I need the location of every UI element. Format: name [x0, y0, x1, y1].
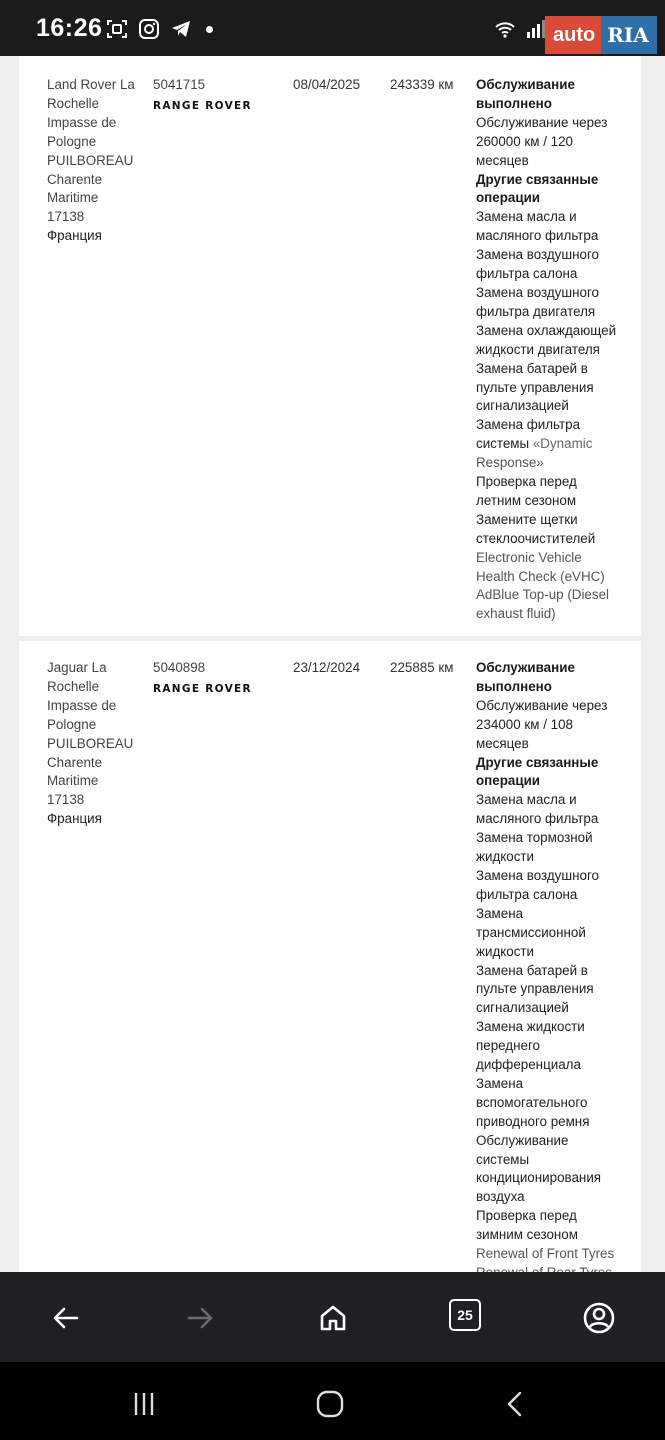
tabs-counter-button[interactable]: 25: [449, 1299, 481, 1331]
service-date: 08/04/2025: [293, 77, 361, 92]
screenshot-icon: [106, 18, 128, 40]
brand-logo: RANGE ROVER: [153, 99, 252, 112]
service-history-page: [0, 56, 665, 1272]
brand-logo: RANGE ROVER: [153, 682, 252, 695]
system-status-icons: [494, 18, 546, 40]
home-circle-icon[interactable]: [308, 1382, 352, 1426]
signal-icon: [524, 18, 546, 40]
dealer-country: Франция: [47, 811, 102, 827]
browser-toolbar: [0, 1272, 665, 1362]
status-time: 16:26: [36, 14, 103, 42]
dealer-address: Jaguar La Rochelle Impasse de Pologne PUILBOREAU Charente Maritime 17138 Франция: [47, 659, 147, 829]
mileage: 243339 км: [390, 77, 454, 92]
autoria-watermark: auto RIA: [545, 16, 657, 54]
instagram-icon: [138, 18, 160, 40]
telegram-icon: [170, 18, 192, 40]
forward-arrow-icon[interactable]: [180, 1298, 220, 1338]
dot-icon: [206, 26, 213, 33]
wifi-icon: [494, 18, 516, 40]
back-chevron-icon[interactable]: [494, 1382, 538, 1426]
dealer-country: Франция: [47, 228, 102, 244]
service-number: 5041715: [153, 77, 206, 92]
back-arrow-icon[interactable]: [46, 1298, 86, 1338]
service-record: [19, 641, 641, 1301]
service-number: 5040898: [153, 660, 206, 675]
vehicle-info: [153, 659, 283, 699]
dealer-address: Land Rover La Rochelle Impasse de Pologne PUILBOREAU Charente Maritime 17138 Франция: [47, 76, 147, 246]
vehicle-info: [153, 76, 283, 116]
system-navigation-bar: [0, 1362, 665, 1440]
service-record: [19, 56, 641, 636]
operations-list: Обслуживание выполнено Обслуживание через 234000 км / 108 месяцев Другие связанные операции Замена масла и масляного фильтра Замена тормозной жидкости Замена воздушного фильтра салона Замена трансмиссионной жидкости Замена батарей в пульте управления сигнализацией Замена жидкости переднего дифференциала Замена вспомогательного приводного ремня Обслуживание системы кондиционирования воздуха Проверка перед зимним сезоном Renewal of Front Tyres: [476, 660, 615, 1262]
mileage: 225885 км: [390, 660, 454, 675]
recent-apps-icon[interactable]: [122, 1382, 166, 1426]
home-icon[interactable]: [313, 1298, 353, 1338]
service-date: 23/12/2024: [293, 660, 361, 675]
account-icon[interactable]: [579, 1298, 619, 1338]
status-bar: [0, 0, 665, 56]
notification-icons: [106, 18, 213, 40]
operations-list: Обслуживание выполнено Обслуживание через 260000 км / 120 месяцев Другие связанные операции Замена масла и масляного фильтра Замена воздушного фильтра салона Замена воздушного фильтра двигателя Замена охлаждающей жидкости двигателя Замена батарей в пульте управления сигнализацией Замена фильтра системы «Dynamic Response» Проверка перед летним сезоном Замените щетки стеклоочистителей Electronic Vehicle Health Check (eVHC) AdBlue Top-up (Diesel exhaust fluid): [476, 77, 617, 622]
